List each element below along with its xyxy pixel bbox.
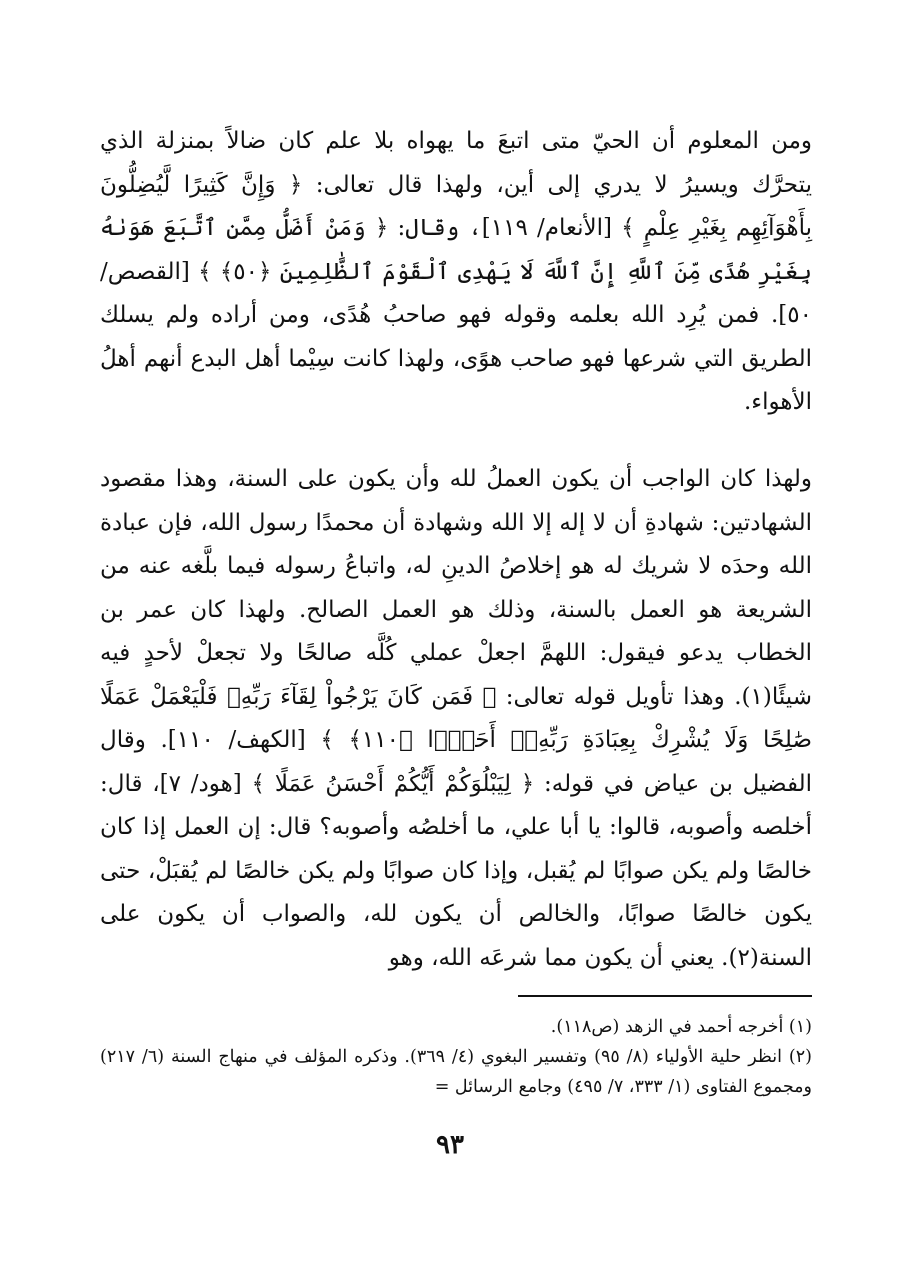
footnote-2: (٢) انظر حلية الأولياء (٨/ ٩٥) وتفسير البغوي (٤/ ٣٦٩). وذكره المؤلف في منهاج السنة (٦/ ٢١٧) ومجموع الفتاوى (١/ ٣٣٣، ٧/ ٤٩٥) وجامع الرسائل = <box>100 1047 812 1097</box>
body-paragraph-1: ومن المعلوم أن الحيّ متى اتبعَ ما يهواه بلا علم كان ضالاً بمنزلة الذي يتحرَّك ويسيرُ لا يدري إلى أين، ولهذا قال تعالى: ﴿ وَإِنَّ كَثِيرًا لَّيُضِلُّونَ بِأَهْوَآئِهِم بِغَيْرِ عِلْمٍ ﴾ [الأنعام/ ١١٩]، وقال: ﴿ وَمَنْ أَضَلُّ مِمَّنِ ٱتَّبَعَ هَوَىٰهُ بِغَيْرِ هُدًى مِّنَ ٱللَّهِ إِنَّ ٱللَّهَ لَا يَهْدِى ٱلْقَوْمَ ٱلظَّٰلِمِينَ ﴿٥٠﴾ ﴾ [القصص/ ٥٠]. فمن يُرِد الله بعلمه وقوله فهو صاحبُ هُدًى، ومن أراده ولم يسلك الطريق التي شرعها فهو صاحب هوًى، ولهذا كانت سِيْما أهل البدع أنهم أهلُ الأهواء. <box>100 128 813 415</box>
footnote-separator <box>518 995 812 997</box>
body-paragraph-2: ولهذا كان الواجب أن يكون العملُ لله وأن يكون على السنة، وهذا مقصود الشهادتين: شهادةِ أن لا إله إلا الله وشهادة أن محمدًا رسول الله، فإن عبادة الله وحدَه لا شريك له هو إخلاصُ الدينِ له، واتباعُ رسوله فيما بلَّغه عنه من الشريعة هو العمل بالسنة، وذلك هو العمل الصالح. ولهذا كان عمر بن الخطاب يدعو فيقول: اللهمَّ اجعلْ عملي كُلَّه صالحًا ولا تجعلْ لأحدٍ فيه شيئًا(١). وهذا تأويل قوله تعالى: ﴿ فَمَن كَانَ يَرْجُواْ لِقَآءَ رَبِّهِۦ فَلْيَعْمَلْ عَمَلًا صَٰلِحًا وَلَا يُشْرِكْ بِعِبَادَةِ رَبِّهِۦٓ أَحَدًۢا ﴿١١٠﴾ ﴾ [الكهف/ ١١٠]. وقال الفضيل بن عياض في قوله: ﴿ لِيَبْلُوَكُمْ أَيُّكُمْ أَحْسَنُ عَمَلًا ﴾ [هود/ ٧]، قال: أخلصه وأصوبه، قالوا: يا أبا علي، ما أخلصُه وأصوبه؟ قال: إن العمل إذا كان خالصًا ولم يكن صوابًا لم يُقبل، وإذا كان صوابًا ولم يكن خالصًا لم يُقبَلْ، حتى يكون خالصًا صوابًا، والخالص أن يكون لله، والصواب أن يكون على السنة(٢). يعني أن يكون مما شرعَه الله، وهو <box>100 466 813 971</box>
footnotes <box>100 1012 812 1102</box>
footnote-1: (١) أخرجه أحمد في الزهد (ص١١٨). <box>550 1017 812 1037</box>
page-number: ٩٣ <box>436 1130 464 1160</box>
